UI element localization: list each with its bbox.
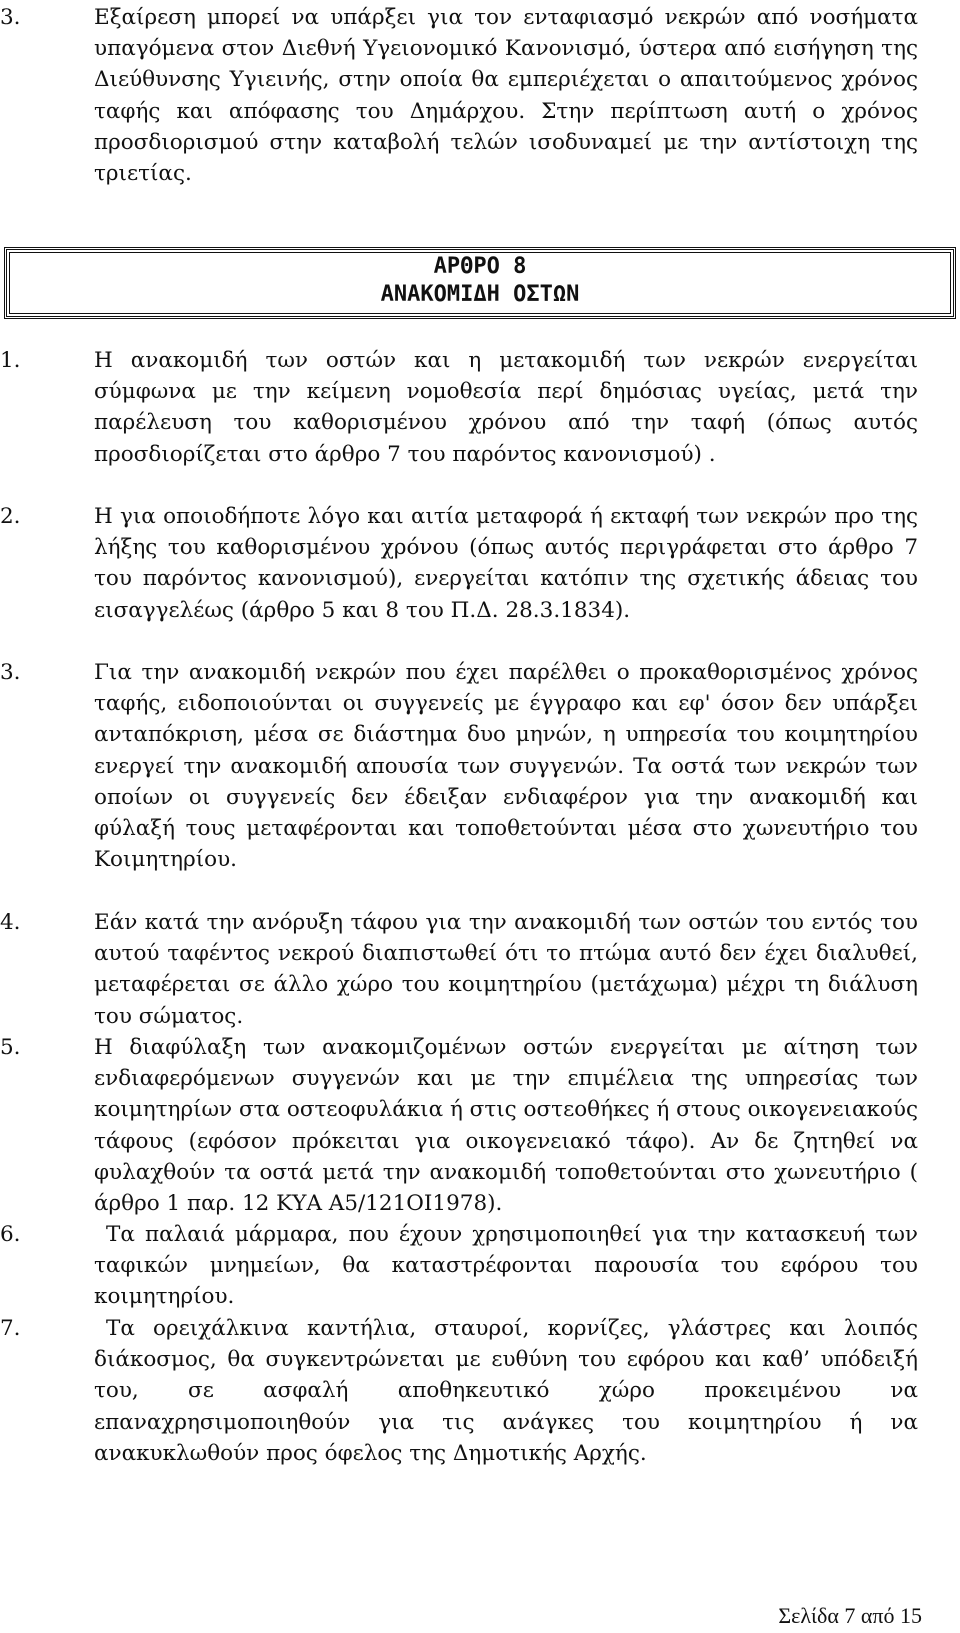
paragraph-text: Η ανακομιδή των οστών και η μετακομιδή των νεκρών ενεργείται σύμφωνα με την κείμενη νομοθεσία περί δημόσιας υγείας, μετά την παρέλευση του καθορισμένου χρόνου από την ταφή (όπως αυτός προσδιορίζεται στο άρθρο 7 του παρόντος κανονισμού) . <box>94 348 918 467</box>
article-title: ΑΡΘΡΟ 8 <box>433 254 527 279</box>
page-number-footer: Σελίδα 7 από 15 <box>778 1603 922 1628</box>
paragraph-3 <box>0 657 918 875</box>
paragraph-text: Για την ανακομιδή νεκρών που έχει παρέλθει ο προκαθορισμένος χρόνος ταφής, ειδοποιούνται οι συγγενείς με έγγραφο και εφ' όσον δεν υπάρξει ανταπόκριση, μέσα σε διάστημα δυο μηνών, η υπηρεσία του κοιμητηρίου ενεργεί την ανακομιδή απουσία των συγγενών. Τα οστά των νεκρών των οποίων οι συγγενείς δεν έδειξαν ενδιαφέρον για την ανακομιδή και φύλαξή τους μεταφέρονται και τοποθετούνται μέσα στο χωνευτήριο του Κοιμητηρίου. <box>94 660 918 873</box>
paragraph-5 <box>0 1032 918 1219</box>
paragraph-text: Εάν κατά την ανόρυξη τάφου για την ανακομιδή των οστών του εντός του αυτού ταφέντος νεκρού διαπιστωθεί ότι το πτώμα αυτό δεν έχει διαλυθεί, μεταφέρεται σε άλλο χώρο του κοιμητηρίου (μετάχωμα) μέχρι τη διάλυση του σώματος. <box>94 910 918 1029</box>
paragraph-number: 7. <box>0 1316 21 1341</box>
paragraph-6 <box>0 1219 918 1313</box>
paragraph-text: Τα ορειχάλκινα καντήλια, σταυροί, κορνίζες, γλάστρες και λοιπός διάκοσμος, θα συγκεντρώνεται με ευθύνη του εφόρου και καθ’ υπόδειξή του, σε ασφαλή αποθηκευτικό χώρο προκειμένου να επαναχρησιμοποιηθούν για τις ανάγκες του κοιμητηρίου ή να ανακυκλωθούν προς όφελος της Δημοτικής Αρχής. <box>94 1316 918 1466</box>
paragraph-number: 5. <box>0 1035 21 1060</box>
paragraph-text: Η διαφύλαξη των ανακομιζομένων οστών ενεργείται με αίτηση των ενδιαφερόμενων συγγενών και με την επιμέλεια της υπηρεσίας των κοιμητηρίων στα οστεοφυλάκια ή στις οστεοθήκες ή στους οικογενειακούς τάφους (εφόσον πρόκειται για οικογενειακό τάφο). Αν δε ζητηθεί να φυλαχθούν τα οστά μετά την ανακομιδή τοποθετούνται στο χωνευτήριο ( άρθρο 1 παρ. 12 ΚΥΑ Α5/121ΟΙ1978). <box>94 1035 918 1217</box>
paragraph-2 <box>0 501 918 626</box>
paragraph-text: Τα παλαιά μάρμαρα, που έχουν χρησιμοποιηθεί για την κατασκευή των ταφικών μνημείων, θα καταστρέφονται παρουσία του εφόρου του κοιμητηρίου. <box>94 1222 918 1310</box>
paragraph-number: 6. <box>0 1222 21 1247</box>
intro-number: 3. <box>0 5 21 30</box>
paragraph-text: Η για οποιοδήποτε λόγο και αιτία μεταφορά ή εκταφή των νεκρών προ της λήξης του καθορισμένου χρόνου (όπως αυτός περιγράφεται στο άρθρο 7 του παρόντος κανονισμού), ενεργείται κατόπιν της σχετικής άδειας του εισαγγελέως (άρθρο 5 και 8 του Π.Δ. 28.3.1834). <box>94 504 918 623</box>
article-heading-box <box>4 247 956 319</box>
paragraph-number: 2. <box>0 504 21 529</box>
paragraph-number: 4. <box>0 910 21 935</box>
intro-text: Εξαίρεση μπορεί να υπάρξει για τον ενταφιασμό νεκρών από νοσήματα υπαγόμενα στον Διεθνή Υγειονομικό Κανονισμό, ύστερα από εισήγηση της Διεύθυνσης Υγιεινής, στην οποία θα εμπεριέχεται ο απαιτούμενος χρόνος ταφής και απόφασης του Δημάρχου. Στην περίπτωση αυτή ο χρόνος προσδιορισμού στην καταβολή τελών ισοδυναμεί με την αντίστοιχη της τριετίας. <box>94 5 918 187</box>
article-subtitle: ΑΝΑΚΟΜΙΔΗ ΟΣΤΩΝ <box>380 282 580 307</box>
paragraph-1 <box>0 345 918 470</box>
paragraph-7 <box>0 1313 918 1469</box>
paragraph-4 <box>0 907 918 1032</box>
paragraph-number: 1. <box>0 348 21 373</box>
intro-paragraph <box>0 2 918 189</box>
paragraph-number: 3. <box>0 660 21 685</box>
